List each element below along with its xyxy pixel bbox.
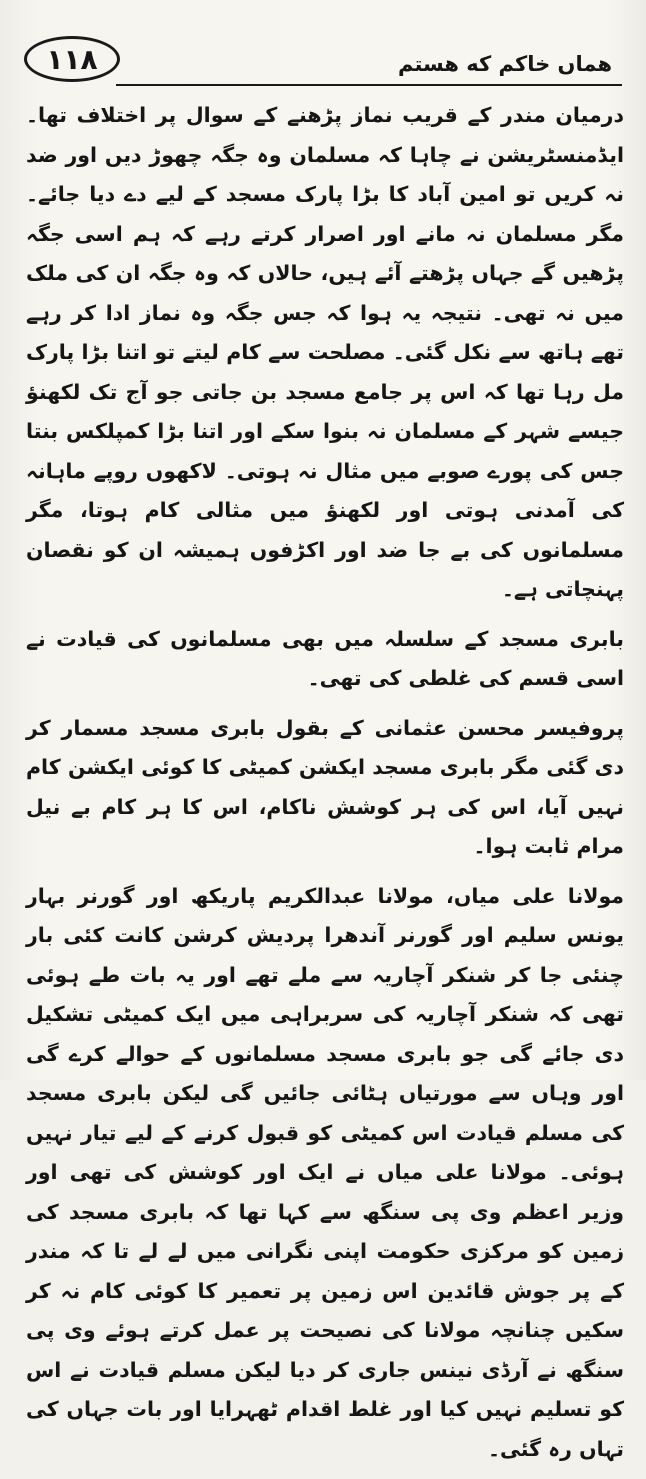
paragraph: درمیان مندر کے قریب نماز پڑھنے کے سوال پر اختلاف تھا۔ ایڈمنسٹریشن نے چاہا کہ مسلمان وہ جگہ چھوڑ دیں اور ضد نہ کریں تو امین آباد کا بڑا پارک مسجد کے لیے دے دیا جائے۔ مگر مسلمان نہ مانے اور اصرار کرتے رہے کہ ہم اسی جگہ پڑھیں گے جہاں پڑھتے آئے ہیں، حالاں کہ وہ جگہ ان کی ملک میں نہ تھی۔ نتیجہ یہ ہوا کہ جس جگہ وہ نماز ادا کر رہے تھے ہاتھ سے نکل گئی۔ مصلحت سے کام لیتے تو اتنا بڑا پارک مل رہا تھا کہ اس پر جامع مسجد بن جاتی جو آج تک لکھنؤ جیسے شہر کے مسلمان نہ بنوا سکے اور اتنا بڑا کمپلکس بنتا جس کی پورے صوبے میں مثال نہ ہوتی۔ لاکھوں روپے ماہانہ کی آمدنی ہوتی اور لکھنؤ میں مثالی کام ہوتا، مگر مسلمانوں کی بے جا ضد اور اکڑفوں ہمیشہ ان کو نقصان پہنچاتی ہے۔ <box>26 103 624 601</box>
page-number: ۱۱۸ <box>24 36 120 82</box>
paragraph: مولانا علی میاں، مولانا عبدالکریم پاریکھ اور گورنر بہار یونس سلیم اور گورنر آندھرا پردیش کرشن کانت کئی بار چنئی جا کر شنکر آچاریہ سے ملے تھے اور یہ بات طے ہوئی تھی کہ شنکر آچاریہ کی سربراہی میں ایک کمیٹی تشکیل دی جائے گی جو بابری مسجد مسلمانوں کے حوالے کرے گی اور وہاں سے مورتیاں ہٹائی جائیں گی لیکن بابری مسجد کی مسلم قیادت اس کمیٹی کو قبول کرنے کے لیے تیار نہیں ہوئی۔ مولانا علی میاں نے ایک اور کوشش کی تھی اور وزیر اعظم وی پی سنگھ سے کہا تھا کہ بابری مسجد کی زمین کو مرکزی حکومت اپنی نگرانی میں لے لے تا کہ مندر کے پر جوش قائدین اس زمین پر تعمیر کا کوئی کام نہ کر سکیں چنانچہ مولانا کی نصیحت پر عمل کرتے ہوئے وی پی سنگھ نے آرڈی نینس جاری کر دیا لیکن مسلم قیادت نے اس کو تسلیم نہیں کیا اور غلط اقدام ٹھہرایا اور بات جہاں کی تہاں رہ گئی۔ <box>26 883 624 1461</box>
paragraph: پروفیسر محسن عثمانی کے بقول بابری مسجد مسمار کر دی گئی مگر بابری مسجد ایکشن کمیٹی کا کوئی ایکشن کام نہیں آیا، اس کی ہر کوشش ناکام، اس کا ہر کام بے نیل مرام ثابت ہوا۔ <box>26 715 624 858</box>
page-header <box>24 30 622 90</box>
header-rule <box>116 84 622 86</box>
body-text <box>26 96 624 1479</box>
paragraph: بابری مسجد کے سلسلہ میں بھی مسلمانوں کی قیادت نے اسی قسم کی غلطی کی تھی۔ <box>26 626 624 690</box>
running-title: هماں خاکم که هستم <box>398 52 612 76</box>
